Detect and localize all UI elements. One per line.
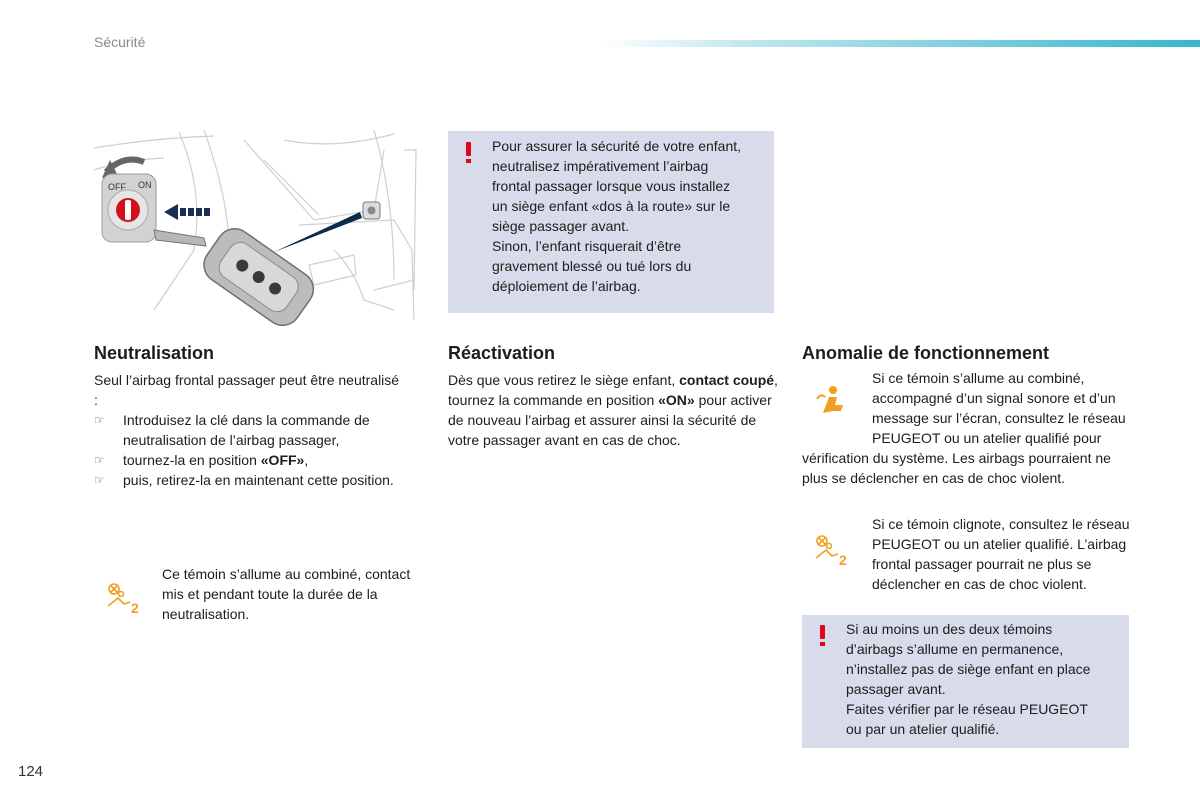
reactivation-text: , tournez la commande en position [448, 372, 778, 408]
step-text-suffix: , [304, 452, 309, 468]
warning-line: Pour assurer la sécurité de votre enfant, [492, 138, 742, 154]
anomalie-heading: Anomalie de fonctionnement [802, 343, 1050, 363]
neutralisation-body [94, 370, 404, 490]
warning-line: neutralisez impérativement l’airbag [492, 158, 709, 174]
page-number: 124 [18, 763, 44, 780]
hand-pointer-icon: ☞ [94, 453, 105, 467]
airbag-key-switch-illustration [94, 130, 420, 330]
anomalie-para-2: Si ce témoin clignote, consultez le réseau PEUGEOT ou un atelier qualifié. L’airbag frontal passager pourrait ne plus se déclencher en cas de choc violent. [872, 516, 1130, 592]
svg-text:2: 2 [131, 600, 139, 616]
warning-line: passager avant. [846, 681, 946, 697]
step-item [94, 470, 404, 490]
neutralisation-steps [94, 410, 404, 490]
warning-line: un siège enfant «dos à la route» sur le [492, 198, 731, 214]
anomalie-text: Si ce témoin s’allume au combiné, accompagné d’un signal sonore et d’un message sur l’écran, consultez le réseau PEUGEOT ou un atelier qualifié pour vérification du système. Les airbags pourraient ne plus se déclencher en cas de choc violent. [802, 370, 1126, 486]
warning-line: gravement blessé ou tué lors du [492, 258, 692, 274]
svg-text:2: 2 [839, 552, 847, 568]
airbag-off-icon [812, 532, 852, 568]
hand-pointer-icon: ☞ [94, 413, 105, 427]
warning-line: d’airbags s’allume en permanence, [846, 641, 1064, 657]
exclamation-icon [820, 625, 825, 639]
step-text: puis, retirez-la en maintenant cette position. [123, 472, 394, 488]
step-item [94, 450, 404, 470]
reactivation-text: Dès que vous retirez le siège enfant, [448, 372, 680, 388]
reactivation-body [448, 370, 778, 450]
neutralisation-heading: Neutralisation [94, 343, 215, 363]
step-text: tournez-la en position [123, 452, 261, 468]
warning-line: ou par un atelier qualifié. [846, 721, 1000, 737]
step-item [94, 410, 404, 450]
on-label: ON [138, 180, 152, 190]
on-position-label: «ON» [658, 392, 695, 408]
airbag-off-icon [104, 580, 144, 616]
child-seat-warning-box [448, 131, 774, 313]
off-label: OFF [108, 182, 126, 192]
warning-line: Sinon, l’enfant risquerait d’être [492, 238, 682, 254]
hand-pointer-icon: ☞ [94, 473, 105, 487]
step-text: Introduisez la clé dans la commande de neutralisation de l’airbag passager, [123, 412, 370, 448]
airbag-fault-warning-box [802, 615, 1129, 748]
off-position-label: «OFF» [260, 452, 305, 468]
warning-line: Si au moins un des deux témoins [846, 621, 1053, 637]
warning-line: déploiement de l’airbag. [492, 278, 641, 294]
warning-line: siège passager avant. [492, 218, 629, 234]
icon-spacer [802, 368, 872, 448]
warning-line: frontal passager lorsque vous installez [492, 178, 731, 194]
reactivation-text: pour activer de nouveau l’airbag et assurer ainsi la sécurité de votre passager avant en cas de choc. [448, 392, 772, 448]
warning-line: n’installez pas de siège enfant en place [846, 661, 1091, 677]
contact-off-label: contact coupé [679, 372, 775, 388]
reactivation-heading: Réactivation [448, 343, 556, 363]
warning-line: Faites vérifier par le réseau PEUGEOT [846, 701, 1088, 717]
section-title: Sécurité [94, 34, 146, 50]
neutralisation-indicator-text: Ce témoin s’allume au combiné, contact mis et pendant toute la durée de la neutralisation. [162, 566, 411, 622]
neutralisation-intro: Seul l’airbag frontal passager peut être neutralisé : [94, 372, 400, 408]
anomalie-para-1 [802, 368, 1132, 488]
header-accent-bar [600, 40, 1200, 47]
exclamation-icon [466, 142, 471, 156]
